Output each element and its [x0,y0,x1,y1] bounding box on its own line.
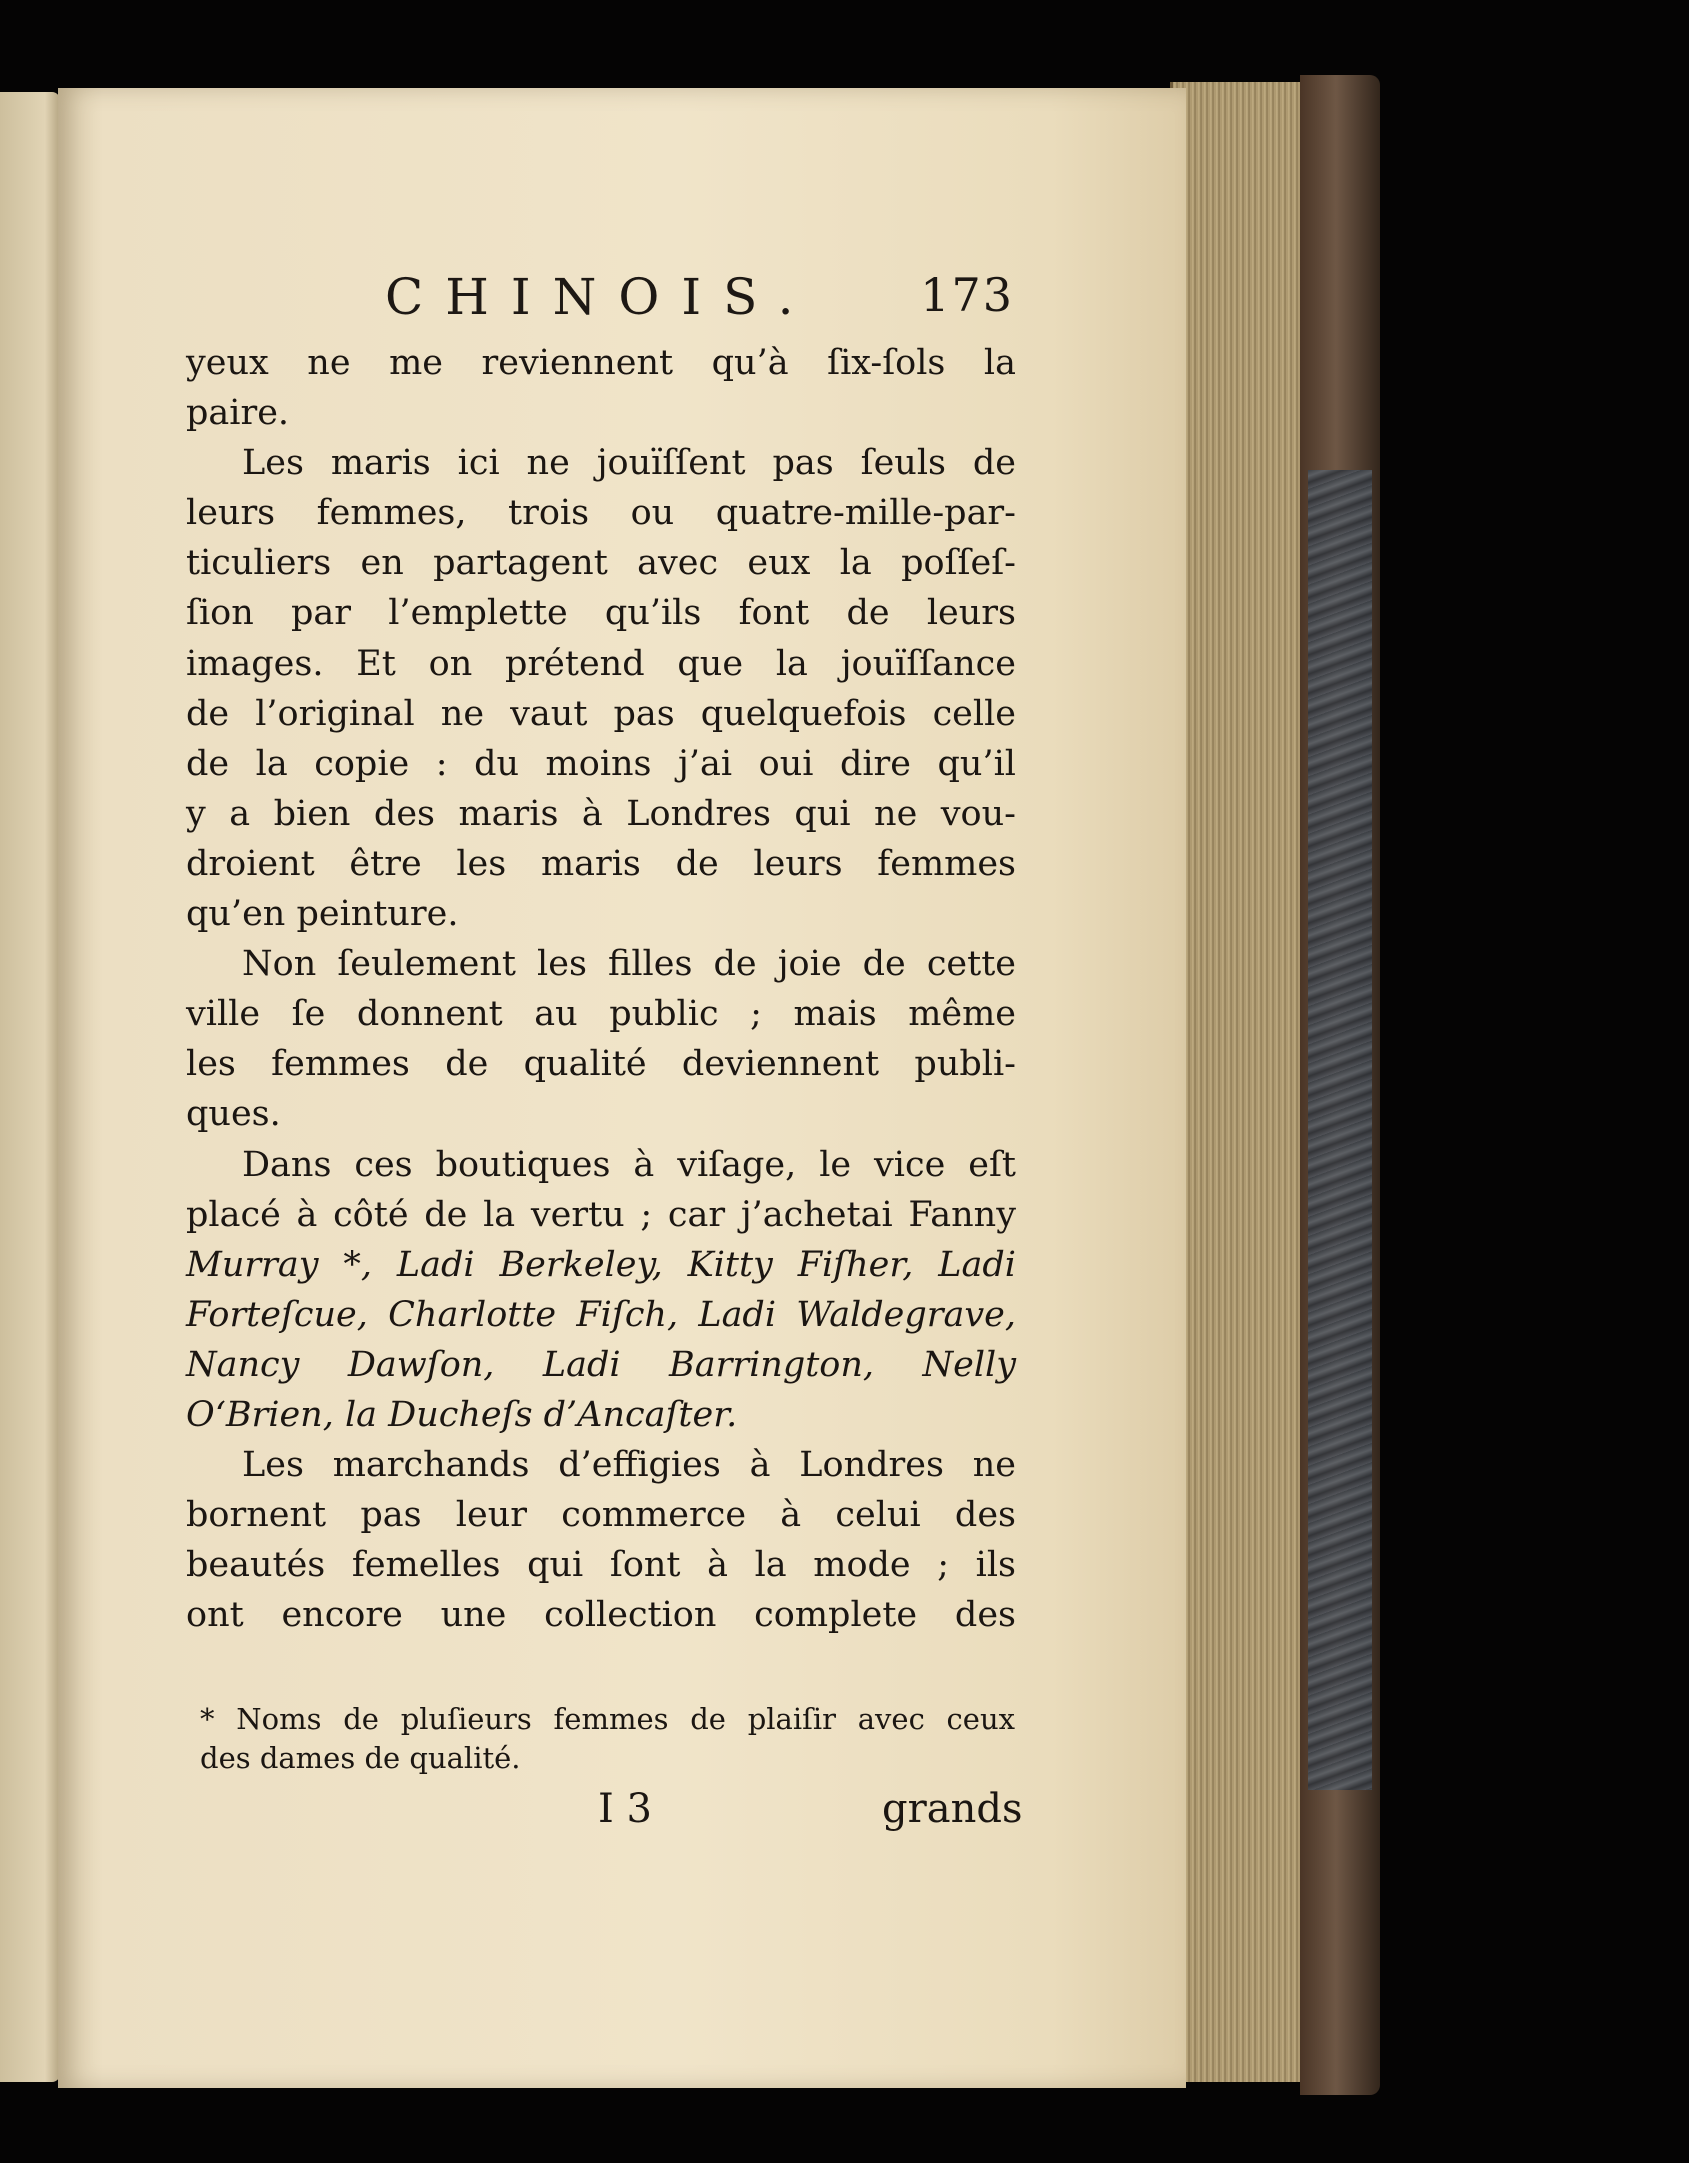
text-line: Les maris ici ne jouïſſent pas ſeuls de [242,443,1016,484]
text-line: les femmes de qualité deviennent publi- [186,1044,1016,1085]
catchword: grands [882,1786,1023,1832]
text-line: images. Et on prétend que la jouïſſance [186,643,1016,684]
text-line: de l’original ne vaut pas quelquefois celle [186,693,1016,734]
footnote [200,1700,1015,1778]
text-line: Nancy Dawſon, Ladi Barrington, Nelly [186,1344,1016,1385]
text-line: yeux ne me reviennent qu’à ſix-ſols la [186,343,1016,383]
text-line: de la copie : du moins j’ai oui dire qu’il [186,743,1016,784]
text-line: droient être les maris de leurs femmes [186,843,1016,884]
text-line: y a bien des maris à Londres qui ne vou- [186,793,1016,834]
running-title: CHINOIS. [385,268,816,326]
text-line: Non ſeulement les filles de joie de cette [242,944,1016,985]
marbled-cover-paper [1308,470,1372,1790]
text-line: ticuliers en partagent avec eux la poſſeſ- [186,543,1016,584]
text-line: ville ſe donnent au public ; mais même [186,994,1016,1035]
text-line: ont encore une collection complete des [186,1595,1016,1636]
text-line: bornent pas leur commerce à celui des [186,1495,1016,1536]
text-line: beautés femelles qui ſont à la mode ; ils [186,1545,1016,1586]
text-line: paire. [186,393,290,434]
running-head [180,268,1020,338]
text-line: leurs femmes, trois ou quatre-mille-par- [186,493,1016,534]
facing-page-edge [0,92,60,2082]
page-block-edge [1170,82,1315,2082]
text-line: Dans ces boutiques à viſage, le vice eſt [242,1144,1016,1185]
footnote-line: * Noms de pluſieurs femmes de plaiſir avec ceux [200,1702,1015,1736]
page-body [186,338,1016,1640]
page-number: 173 [920,268,1014,322]
text-line: ques. [186,1094,281,1135]
text-line: Forteſcue, Charlotte Fiſch, Ladi Waldegrave, [186,1294,1016,1335]
text-line: Les marchands d’effigies à Londres ne [242,1445,1016,1486]
text-line: O‘Brien, la Ducheſs d’Ancaſter. [186,1394,738,1435]
footnote-line: des dames de qualité. [200,1741,521,1775]
text-line: qu’en peinture. [186,894,459,935]
text-line: Murray *, Ladi Berkeley, Kitty Fiſher, Ladi [186,1244,1016,1285]
text-line: placé à côté de la vertu ; car j’achetai Fanny [186,1194,1016,1235]
text-line: ſion par l’emplette qu’ils font de leurs [186,593,1016,634]
signature-mark: I 3 [598,1786,652,1832]
